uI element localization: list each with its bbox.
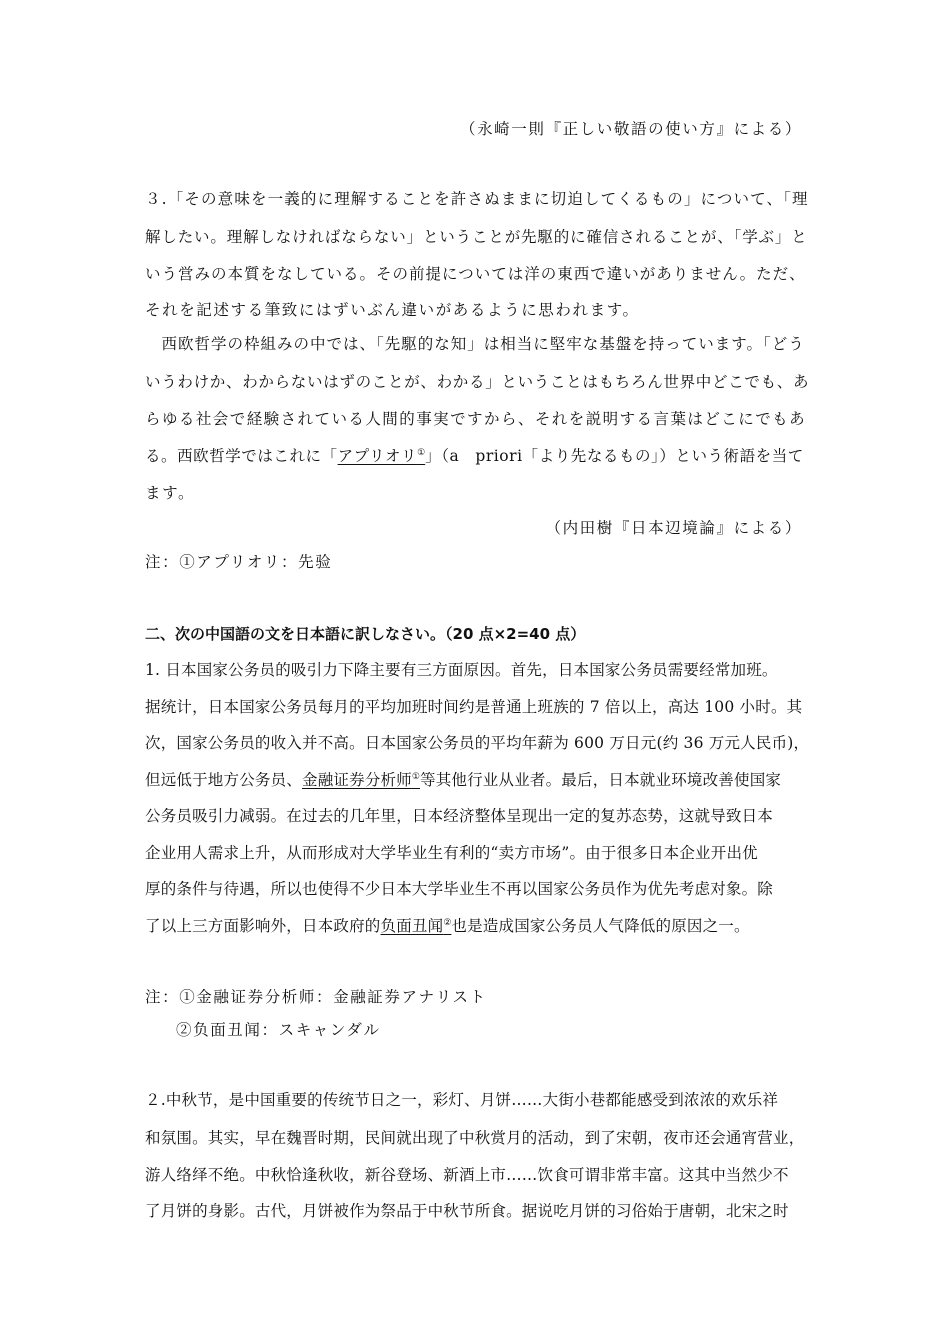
section-heading: 二、次の中国語の文を日本語に訳しなさい。（20 点×2=40 点） xyxy=(145,625,586,643)
paragraph-line: いうわけか、わからないはずのことが、わかる」ということはもちろん世界中どこでも、あ xyxy=(145,373,810,391)
paragraph-line: それを記述する筆致にはずいぶん違いがあるように思われます。 xyxy=(145,301,640,319)
paragraph-line: 企业用人需求上升，从而形成对大学毕业生有利的“卖方市场”。由于很多日本企业开出优 xyxy=(145,844,758,862)
term-text: アプリオリ xyxy=(337,447,418,465)
paragraph-line xyxy=(145,446,804,466)
paragraph-line: 次，国家公务员的收入并不高。日本国家公务员的平均年薪为 600 万日元(约 36 万元人民币)， xyxy=(145,734,810,752)
line-text: 但远低于地方公务员、 xyxy=(145,771,303,789)
paragraph-line: いう営みの本質をなしている。その前提については洋の東西で違いがありません。ただ、 xyxy=(145,265,806,283)
paragraph-line: 西欧哲学の枠組みの中では、「先駆的な知」は相当に堅牢な基盤を持っています。「どう xyxy=(145,335,805,353)
paragraph-line xyxy=(145,916,750,936)
citation-uchida: （内田樹『日本辺境論』による） xyxy=(545,519,802,537)
paragraph-line: ます。 xyxy=(145,484,196,502)
paragraph-line: 1. 日本国家公务员的吸引力下降主要有三方面原因。首先，日本国家公务员需要经常加班。 xyxy=(145,661,778,679)
term-financial-analyst xyxy=(302,771,420,789)
line-text: る。西欧哲学ではこれに「 xyxy=(145,447,338,465)
citation-nagasaki: （永崎一則『正しい敬語の使い方』による） xyxy=(459,120,802,138)
paragraph-line: 公务员吸引力减弱。在过去的几年里，日本经济整体呈现出一定的复苏态势，这就导致日本 xyxy=(145,807,774,825)
footnote: 注：①アプリオリ：先验 xyxy=(145,553,333,571)
paragraph-line xyxy=(145,770,781,790)
term-scandal xyxy=(381,917,452,935)
paragraph-line: 和氛围。其实，早在魏晋时期，民间就出现了中秋赏月的活动，到了宋朝，夜市还会通宵营业， xyxy=(145,1129,805,1147)
footnote-mark: ② xyxy=(443,918,452,928)
term-text: 负面丑闻 xyxy=(380,917,444,935)
paragraph-line: 游人络绎不绝。中秋恰逢秋收，新谷登场、新酒上市……饮食可谓非常丰富。这其中当然少不 xyxy=(145,1166,789,1184)
line-text: 」（a priori「より先なるもの」）という術語を当て xyxy=(425,447,804,465)
line-text: 了以上三方面影响外，日本政府的 xyxy=(145,917,381,935)
paragraph-line: らゆる社会で経験されている人間的事実ですから、それを説明する言葉はどこにでもあ xyxy=(145,410,807,428)
paragraph-line: 解したい。理解しなければならない」ということが先駆的に確信されることが、「学ぶ」と xyxy=(145,228,808,246)
paragraph-line: 厚的条件与待遇，所以也使得不少日本大学毕业生不再以国家公务员作为优先考虑对象。除 xyxy=(145,880,774,898)
term-text: 金融证券分析师 xyxy=(302,771,412,789)
footnote: 注：①金融证券分析师：金融証券アナリスト xyxy=(145,988,487,1006)
term-a-priori xyxy=(338,447,426,465)
footnote: ②负面丑闻：スキャンダル xyxy=(176,1021,381,1039)
footnote-mark: ① xyxy=(417,448,426,458)
paragraph-line: ２.中秋节，是中国重要的传统节日之一，彩灯、月饼……大街小巷都能感受到浓浓的欢乐祥 xyxy=(145,1091,779,1109)
footnote-mark: ① xyxy=(411,772,420,782)
line-text: 等其他行业从业者。最后，日本就业环境改善使国家 xyxy=(420,771,782,789)
paragraph-line: ３.「その意味を一義的に理解することを許さぬままに切迫してくるもの」について、「理 xyxy=(145,190,809,208)
paragraph-line: 据统计，日本国家公务员每月的平均加班时间约是普通上班族的 7 倍以上，高达 100 小时。其 xyxy=(145,698,803,716)
line-text: 也是造成国家公务员人气降低的原因之一。 xyxy=(451,917,750,935)
paragraph-line: 了月饼的身影。古代，月饼被作为祭品于中秋节所食。据说吃月饼的习俗始于唐朝，北宋之时 xyxy=(145,1202,789,1220)
